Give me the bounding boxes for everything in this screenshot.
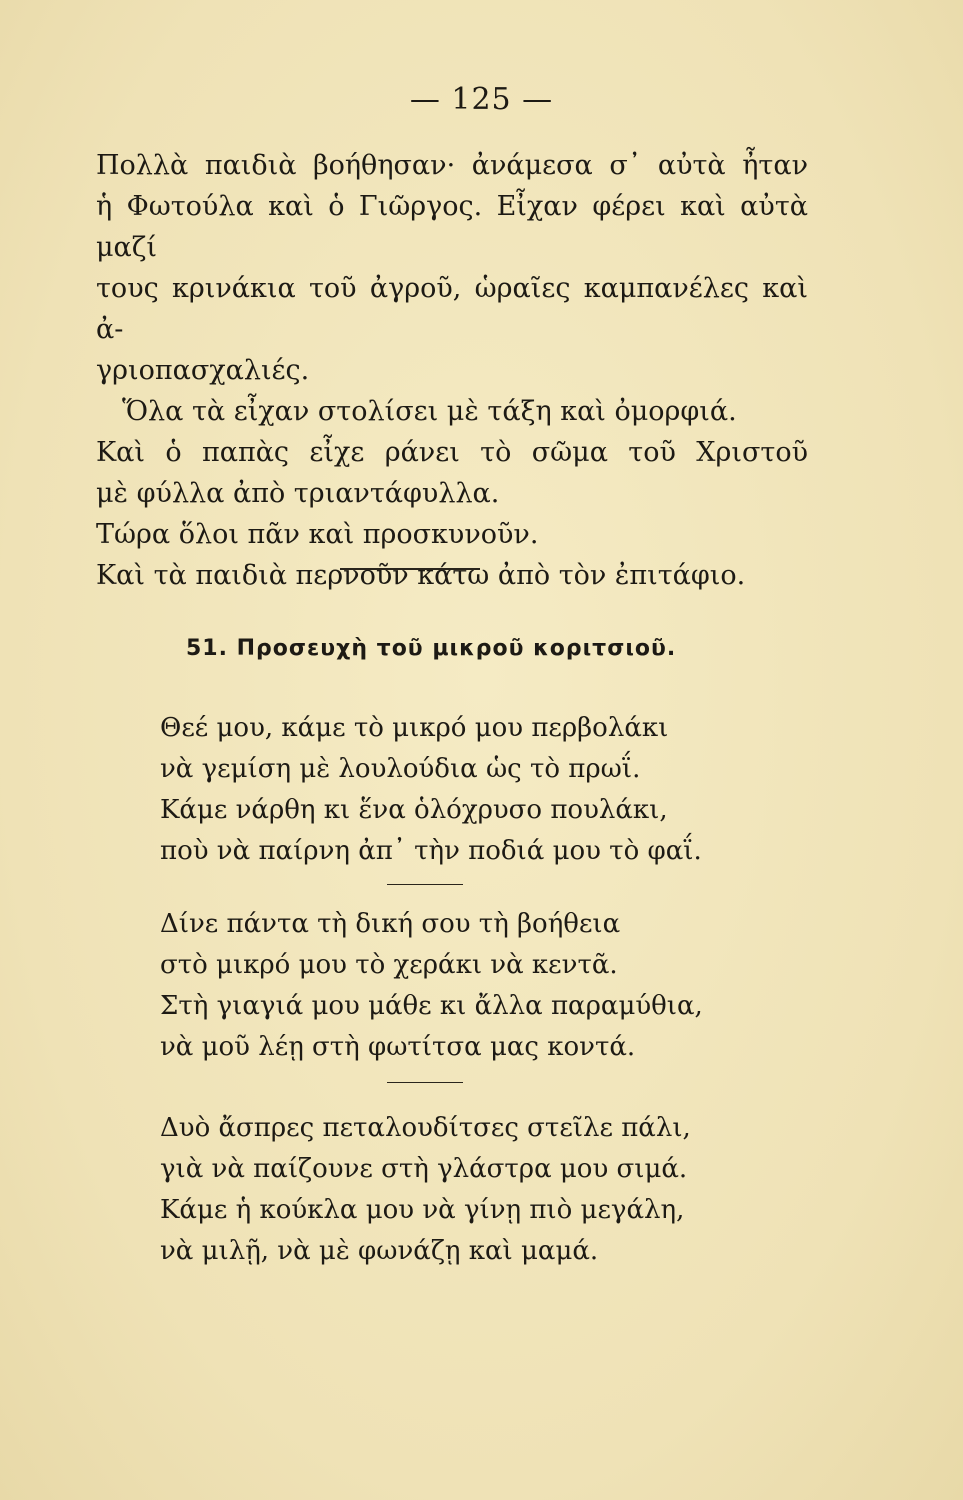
poem-line: νὰ γεμίση μὲ λουλούδια ὡς τὸ πρωΐ.	[160, 754, 641, 784]
section-divider	[340, 568, 480, 570]
poem-line: ποὺ νὰ παίρνη ἀπ᾽ τὴν ποδιά μου τὸ φαΐ.	[160, 836, 702, 866]
prose-line: γριοπασχαλιές.	[96, 355, 310, 386]
poem-line: Δίνε πάντα τὴ δική σου τὴ βοήθεια	[160, 909, 621, 939]
prose-line: Πολλὰ παιδιὰ βοήθησαν· ἀνάμεσα σ᾽ αὐτὰ ἦταν	[96, 150, 808, 181]
stanza-divider	[387, 1082, 463, 1083]
prose-line: τους κρινάκια τοῦ ἀγροῦ, ὡραῖες καμπανέλες καὶ ἀ-	[96, 273, 808, 345]
poem-stanza-3	[160, 1108, 730, 1272]
prose-paragraph	[96, 145, 808, 596]
poem-line: στὸ μικρό μου τὸ χεράκι νὰ κεντᾶ.	[160, 950, 618, 980]
prose-line: Τώρα ὅλοι πᾶν καὶ προσκυνοῦν.	[96, 519, 539, 550]
poem-stanza-1	[160, 708, 730, 872]
prose-line: μὲ φύλλα ἀπὸ τριαντάφυλλα.	[96, 478, 500, 509]
poem-line: Δυὸ ἄσπρες πεταλουδίτσες στεῖλε πάλι,	[160, 1113, 691, 1143]
poem-line: γιὰ νὰ παίζουνε στὴ γλάστρα μου σιμά.	[160, 1154, 688, 1184]
poem-stanza-2	[160, 904, 730, 1068]
poem-line: νὰ μιλῇ, νὰ μὲ φωνάζῃ καὶ μαμά.	[160, 1236, 599, 1266]
poem-line: Στὴ γιαγιά μου μάθε κι ἄλλα παραμύθια,	[160, 991, 703, 1021]
prose-line: Καὶ τὰ παιδιὰ περνοῦν κάτω ἀπὸ τὸν ἐπιτάφιο.	[96, 560, 746, 591]
stanza-divider	[387, 884, 463, 885]
poem-line: Θεέ μου, κάμε τὸ μικρό μου περβολάκι	[160, 713, 669, 743]
page-number: — 125 —	[409, 82, 554, 117]
prose-line: ἡ Φωτούλα καὶ ὁ Γιῶργος. Εἶχαν φέρει καὶ αὐτὰ μαζί	[96, 191, 808, 263]
poem-line: Κάμε ἡ κούκλα μου νὰ γίνῃ πιὸ μεγάλη,	[160, 1195, 685, 1225]
prose-line: Ὅλα τὰ εἶχαν στολίσει μὲ τάξη καὶ ὀμορφιά.	[122, 396, 737, 427]
poem-title: 51. Προσευχὴ τοῦ μικροῦ κοριτσιοῦ.	[186, 636, 677, 661]
poem-line: νὰ μοῦ λέῃ στὴ φωτίτσα μας κοντά.	[160, 1032, 636, 1062]
prose-line: Καὶ ὁ παπὰς εἶχε ράνει τὸ σῶμα τοῦ Χριστοῦ	[96, 437, 808, 468]
poem-line: Κάμε νάρθη κι ἕνα ὁλόχρυσο πουλάκι,	[160, 795, 668, 825]
